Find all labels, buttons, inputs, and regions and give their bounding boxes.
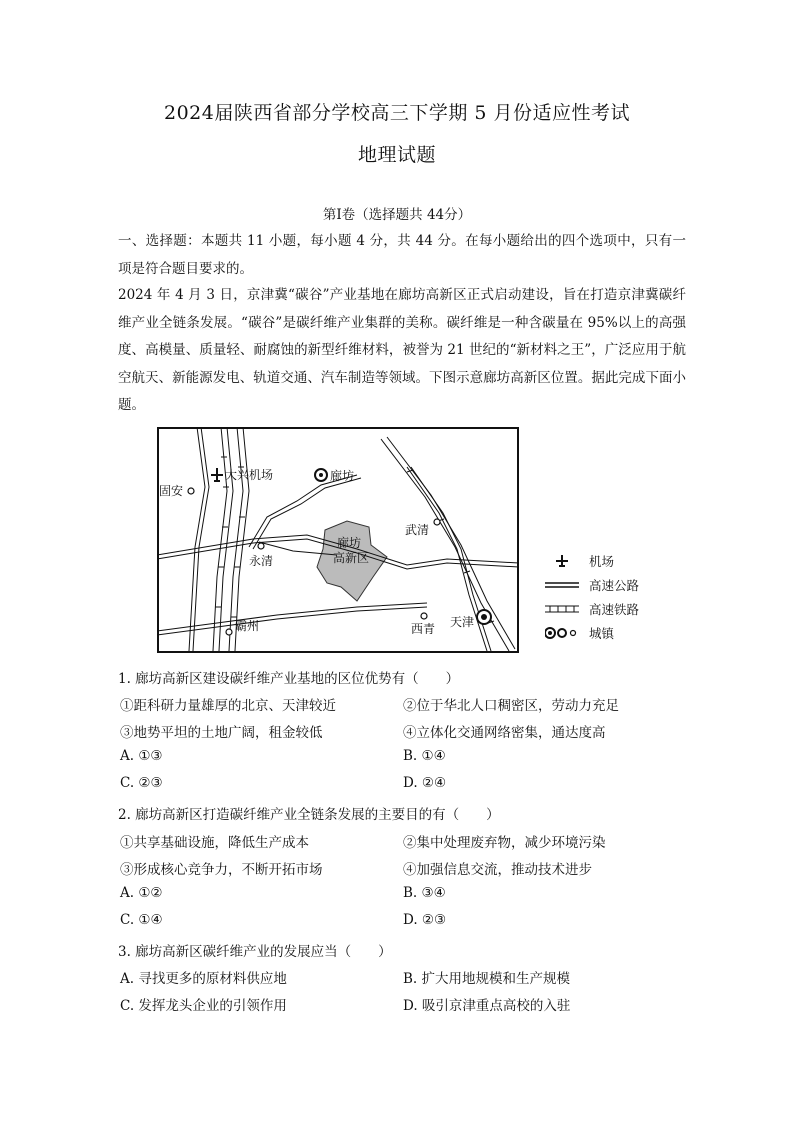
airplane-icon <box>545 553 579 569</box>
instructions: 一、选择题：本题共 11 小题，每小题 4 分，共 44 分。在每小题给出的四个选项中，只有一项是符合题目要求的。 <box>118 233 686 277</box>
q1-statement-3: ③地势平坦的土地广阔，租金较低 <box>120 725 323 741</box>
q2-statement-1: ①共享基础设施，降低生产成本 <box>120 835 309 851</box>
legend-highway-label: 高速公路 <box>589 578 640 593</box>
map-label-gaoxin-1: 廊坊 <box>337 536 362 550</box>
railway-line-icon <box>545 601 579 617</box>
q1-option-a[interactable]: A. ①③ <box>120 748 163 764</box>
q1-statement-2: ②位于华北人口稠密区，劳动力充足 <box>403 698 619 714</box>
exam-subtitle: 地理试题 <box>357 144 436 166</box>
q1-option-c[interactable]: C. ②③ <box>120 775 163 791</box>
q3-option-b[interactable]: B. 扩大用地规模和生产规模 <box>403 971 571 987</box>
bazhou-town-symbol <box>226 629 232 635</box>
q2-option-c[interactable]: C. ①④ <box>120 912 163 928</box>
map-label-daxing-airport: 大兴机场 <box>225 468 274 482</box>
q2-statement-3: ③形成核心竞争力，不断开拓市场 <box>120 862 323 878</box>
reading-passage: 2024 年 4 月 3 日，京津冀“碳谷”产业基地在廊坊高新区正式启动建设，旨在打造京津冀碳纤维产业全链条发展。“碳谷”是碳纤维产业集群的美称。碳纤维是一种含碳量在 95%以上的高强度、高模量、质量轻、耐腐蚀的新型纤维材料，被誉为 21 世纪的“新材料之王”，广泛应用于航空航天、新能源发电、轨道交通、汽车制造等领域。下图示意廊坊高新区位置。据此完成下面小题。 <box>118 287 686 413</box>
question-1-stem: 1. 廊坊高新区建设碳纤维产业基地的区位优势有（ ） <box>118 671 460 687</box>
map-label-tianjin: 天津 <box>450 615 475 629</box>
map-label-gaoxin-2: 高新区 <box>333 551 370 565</box>
q2-option-a[interactable]: A. ①② <box>120 885 163 901</box>
map-label-yongqing: 永清 <box>249 554 274 568</box>
map-label-wuqing: 武清 <box>405 523 430 537</box>
exam-title: 2024届陕西省部分学校高三下学期 5 月份适应性考试 <box>163 102 631 124</box>
q1-statement-1: ①距科研力量雄厚的北京、天津较近 <box>120 698 336 714</box>
legend-airport-label: 机场 <box>589 554 615 569</box>
q2-option-b[interactable]: B. ③④ <box>403 885 446 901</box>
question-2-stem: 2. 廊坊高新区打造碳纤维产业全链条发展的主要目的有（ ） <box>118 807 500 823</box>
map-label-bazhou: 霸州 <box>235 619 260 633</box>
q3-option-a[interactable]: A. 寻找更多的原材料供应地 <box>120 971 287 987</box>
xiqing-town-symbol <box>421 613 427 619</box>
map-label-xiqing: 西青 <box>411 622 436 636</box>
map-label-guan: 固安 <box>159 484 184 498</box>
q2-option-d[interactable]: D. ②③ <box>403 912 447 928</box>
question-3-stem: 3. 廊坊高新区碳纤维产业的发展应当（ ） <box>118 944 392 960</box>
q2-statement-2: ②集中处理废弃物，减少环境污染 <box>403 835 606 851</box>
legend-railway-label: 高速铁路 <box>589 602 640 617</box>
q1-option-d[interactable]: D. ②④ <box>403 775 447 791</box>
q3-option-c[interactable]: C. 发挥龙头企业的引领作用 <box>120 998 287 1014</box>
q3-option-d[interactable]: D. 吸引京津重点高校的入驻 <box>403 998 571 1014</box>
town-symbol-icon <box>545 625 579 641</box>
q2-statement-4: ④加强信息交流，推动技术进步 <box>403 862 592 878</box>
q1-statement-4: ④立体化交通网络密集，通达度高 <box>403 725 606 741</box>
map-label-langfang: 廊坊 <box>330 469 355 483</box>
legend-town-label: 城镇 <box>589 626 615 641</box>
yongqing-town-symbol <box>258 543 264 549</box>
guan-town-symbol <box>188 488 194 494</box>
q1-option-b[interactable]: B. ①④ <box>403 748 446 764</box>
wuqing-town-symbol <box>434 519 440 525</box>
section-heading: 第Ⅰ卷（选择题共 44分） <box>322 207 472 223</box>
highway-line-icon <box>545 577 579 593</box>
location-map <box>157 427 519 653</box>
